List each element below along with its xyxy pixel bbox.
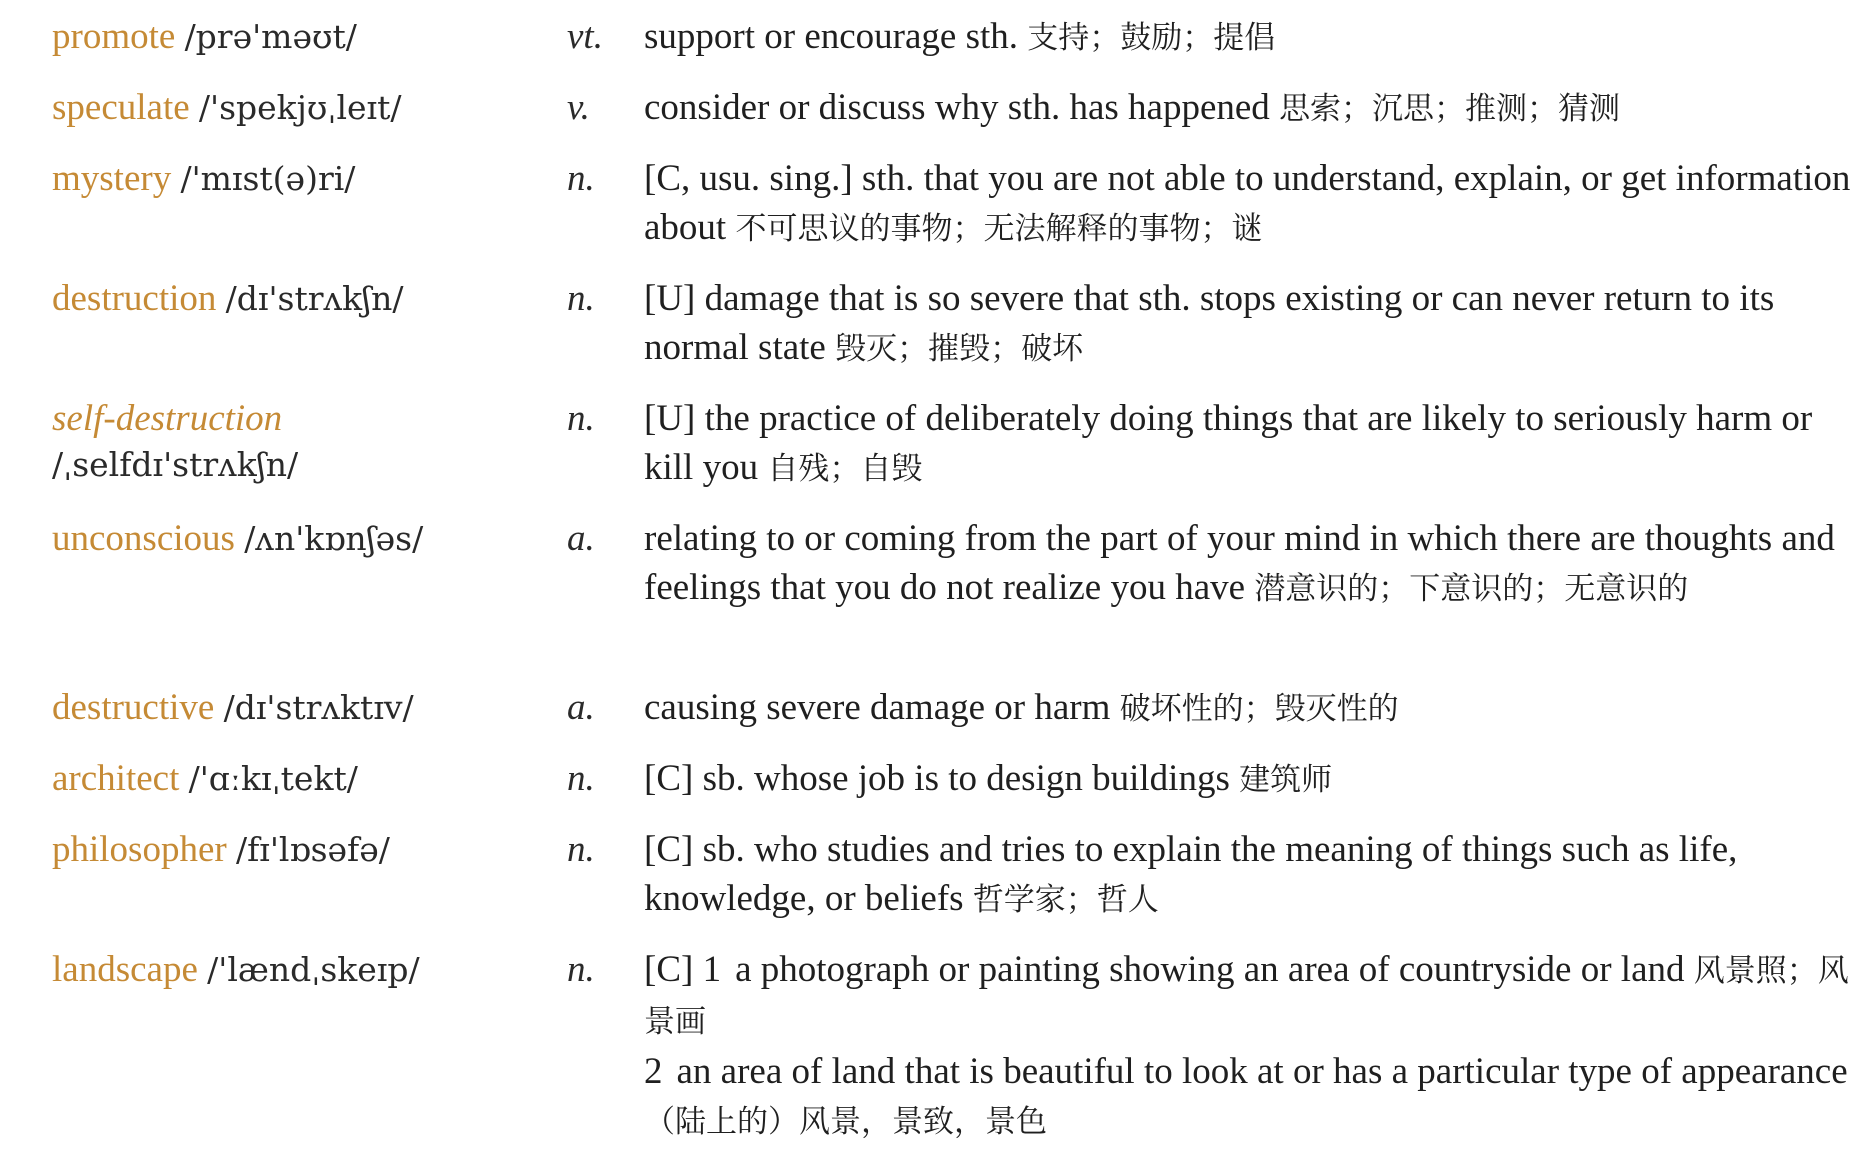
entry-headword (52, 514, 552, 563)
headword: destruction (52, 278, 217, 319)
phonetic: /dɪ'strʌkʃn/ (225, 279, 404, 318)
part-of-speech: n. (567, 758, 595, 799)
sense-prefix: [C] (644, 949, 694, 990)
phonetic: /ʌn'kɒnʃəs/ (244, 519, 424, 558)
phonetic: /'lændˌskeɪp/ (207, 950, 420, 989)
definition (644, 514, 1864, 614)
definition-chinese: 潜意识的；下意识的；无意识的 (1254, 571, 1689, 607)
headword: destructive (52, 687, 215, 728)
definition-chinese: 哲学家；哲人 (972, 882, 1159, 918)
definition (644, 274, 1864, 374)
definition (644, 154, 1864, 254)
part-of-speech: a. (567, 687, 595, 728)
entry-headword (52, 12, 552, 61)
definition (644, 825, 1864, 925)
headword: philosopher (52, 829, 227, 870)
definition-chinese: 建筑师 (1239, 762, 1333, 798)
definition (644, 394, 1864, 494)
entry-headword (52, 754, 552, 803)
definition-chinese: （陆上的）风景，景致，景色 (644, 1104, 1047, 1140)
headword: speculate (52, 87, 190, 128)
definition-chinese: 思索；沉思；推测；猜测 (1279, 91, 1621, 127)
phonetic: /prə'məʊt/ (184, 17, 357, 56)
definition-english: [U] damage that is so severe that sth. stops existing or can never return to its normal state (644, 278, 1775, 368)
definition-english: a photograph or painting showing an area of countryside or land (735, 949, 1685, 990)
headword: landscape (52, 949, 198, 990)
headword: mystery (52, 158, 172, 199)
sense-number: 2 (644, 1051, 663, 1092)
sense-2 (644, 1047, 1864, 1147)
definition-english: causing severe damage or harm (644, 687, 1111, 728)
entry-headword (52, 154, 552, 203)
definition-chinese: 自残；自毁 (767, 451, 923, 487)
definition-english: support or encourage sth. (644, 16, 1019, 57)
part-of-speech: a. (567, 518, 595, 559)
entry-headword (52, 683, 552, 732)
definition-chinese: 破坏性的；毁灭性的 (1119, 691, 1399, 727)
phonetic: /fɪ'lɒsəfə/ (235, 830, 390, 869)
part-of-speech: n. (567, 949, 595, 990)
definition-english: relating to or coming from the part of your mind in which there are thoughts and feelings that you do not realize you have (644, 518, 1835, 608)
part-of-speech: v. (567, 87, 590, 128)
definition-chinese: 不可思议的事物；无法解释的事物；谜 (735, 211, 1263, 247)
definition-chinese: 毁灭；摧毁；破坏 (835, 331, 1084, 367)
definition (644, 754, 1864, 805)
entry-headword (52, 274, 552, 323)
phonetic: /'mɪst(ə)ri/ (180, 159, 356, 198)
entry-headword (52, 945, 552, 994)
sense-number: 1 (702, 949, 722, 990)
definition-english: [C] sb. who studies and tries to explain the meaning of things such as life, knowledge, or beliefs (644, 829, 1738, 919)
phonetic: /ˌselfdɪ'strʌkʃn/ (52, 445, 299, 484)
definition (644, 945, 1864, 1147)
definition-english: [C, usu. sing.] sth. that you are not able to understand, explain, or get information about (644, 158, 1851, 248)
part-of-speech: n. (567, 278, 595, 319)
definition-english: [C] sb. whose job is to design buildings (644, 758, 1230, 799)
definition-english: [U] the practice of deliberately doing things that are likely to seriously harm or kill you (644, 398, 1813, 488)
headword: architect (52, 758, 180, 799)
headword: unconscious (52, 518, 235, 559)
part-of-speech: n. (567, 398, 595, 439)
phonetic: /'ɑːkɪˌtekt/ (188, 759, 358, 798)
definition-chinese: 风景照；风景画 (644, 953, 1849, 1040)
part-of-speech: n. (567, 829, 595, 870)
entry-headword (52, 83, 552, 132)
definition-english: an area of land that is beautiful to look at or has a particular type of appearance (676, 1051, 1848, 1092)
definition (644, 683, 1864, 734)
entry-headword (52, 825, 552, 874)
part-of-speech: vt. (567, 16, 603, 57)
part-of-speech: n. (567, 158, 595, 199)
definition (644, 12, 1864, 63)
entry-headword (52, 394, 552, 487)
sense-1 (644, 945, 1864, 1047)
phonetic: /dɪ'strʌktɪv/ (223, 688, 414, 727)
phonetic: /'spekjʊˌleɪt/ (198, 88, 402, 127)
definition-chinese: 支持；鼓励；提倡 (1027, 20, 1276, 56)
headword: promote (52, 16, 176, 57)
definition (644, 83, 1864, 134)
headword: self-destruction (52, 398, 283, 439)
definition-english: consider or discuss why sth. has happened (644, 87, 1270, 128)
